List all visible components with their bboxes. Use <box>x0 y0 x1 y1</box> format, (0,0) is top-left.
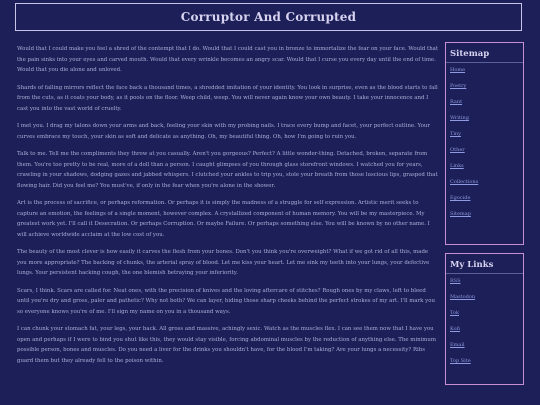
sitemap-item-other <box>450 146 519 162</box>
my-links-item-email <box>450 341 519 357</box>
my-links-link-email[interactable]: Email <box>450 342 465 348</box>
paragraph: Scars, I think. Scars are called for. Neat ones, with the precision of knives and the loving aftercare of stitches? Rough ones by my claws, left to bleed until you're dry and gross, paler and pathetic? Why not both? We can layer, hiding those sharp cheeks behind the perfect strokes of my art. I'll mark you so everyone knows you're of me. I'll sign my name on you in a thousand ways. <box>17 287 435 315</box>
sitemap-link-home[interactable]: Home <box>450 67 466 73</box>
sitemap-link-tiny[interactable]: Tiny <box>450 131 461 137</box>
my-links-title: My Links <box>446 254 523 274</box>
sitemap-item-sitemap <box>450 210 519 226</box>
my-links-box <box>445 253 524 385</box>
my-links-link-rss[interactable]: RSS <box>450 278 461 284</box>
paragraph: I met you. I drag my talons down your arms and back, feeling your skin with my probing nails. I trace every bump and facet, your perfect outline. Your curves embrace my touch, your skin as soft and delicate as anything. Oh, my beautiful thing. Oh, how I'm going to ruin you. <box>17 123 430 140</box>
sitemap-link-rant[interactable]: Rant <box>450 99 463 105</box>
my-links-link-tok[interactable]: Tok <box>450 310 459 316</box>
sitemap-item-home <box>450 66 519 82</box>
main-content <box>17 44 439 405</box>
paragraph: The beauty of the most clever is how easily it carves the flesh from your bones. Don't you think you're overweight? What if we got rid of all this, made you more appropriate? The backing of chunks, the arterial spray of blood. Let me kiss your heart. Let me sink my teeth into your lungs, your defective lungs. Your persistent hacking cough, the one blemish betraying your inferiority. <box>17 249 430 276</box>
sitemap-link-sitemap[interactable]: Sitemap <box>450 211 471 217</box>
paragraph: Talk to me. Tell me the compliments they throw at you casually. Aren't you gorgeous? Perfect? A little wonder-thing. Detached, broken, separate from them. You're too pretty to be real, more of a doll than a person. I caught glimpses of you through glass storefront windows. I watched you for years, crawling in your shadows, dodging gazes and jabbed whispers. I clutched your ankles to trip you, stole your breath from those luscious lips, grasped that flowing hair. Did you feel me? You must've, if only in the fear when you're alone in the shower. <box>17 151 438 189</box>
sitemap-item-poetry <box>450 82 519 98</box>
my-links-item-tok <box>450 309 519 325</box>
sitemap-link-collections[interactable]: Collections <box>450 179 479 185</box>
my-links-item-top-site <box>450 357 519 373</box>
sitemap-item-egocide <box>450 194 519 210</box>
my-links-link-mastodon[interactable]: Mastodon <box>450 294 476 300</box>
my-links-item-kofi <box>450 325 519 341</box>
sitemap-item-writing <box>450 114 519 130</box>
sitemap-item-collections <box>450 178 519 194</box>
my-links-item-rss <box>450 277 519 293</box>
sitemap-item-rant <box>450 98 519 114</box>
sitemap-link-egocide[interactable]: Egocide <box>450 195 471 201</box>
site-header <box>15 3 522 31</box>
sitemap-box <box>445 42 524 245</box>
sitemap-link-writing[interactable]: Writing <box>450 115 469 121</box>
sitemap-link-other[interactable]: Other <box>450 147 465 153</box>
paragraph: I can chunk your stomach fat, your legs, your back. All gross and massive, achingly sexic. Watch as the muscles flex. I can see them now that I have you open and perhaps if I were to bind you shut like this, they would stay visible, forcing abdominal muscles by the reduction of anything else. The minimum possible person, bones and muscles. Do you need a liver for the drinks you shouldn't have, for the blood I'm taking? Are your lungs a necessity? Ribs guard them but they already fell to the poison within. <box>17 326 436 364</box>
sitemap-item-tiny <box>450 130 519 146</box>
sitemap-item-links <box>450 162 519 178</box>
sitemap-title: Sitemap <box>446 43 523 63</box>
sitemap-link-links[interactable]: Links <box>450 163 464 169</box>
paragraph: Would that I could make you feel a shred of the contempt that I do. Would that I could cast you in bronze to immortalize the fear on your face. Would that the pain sinks into your eyes and carved mouth. Would that every wrinkle becomes an angry scar. Would that I curse you every day until the end of time. Would that you die alone and unloved. <box>17 46 439 73</box>
my-links-item-mastodon <box>450 293 519 309</box>
my-links-link-top-site[interactable]: Top Site <box>450 358 471 364</box>
my-links-link-kofi[interactable]: Kofi <box>450 326 460 332</box>
paragraph: Shards of falling mirrors reflect the face back a thousand times, a shredded imitation of your identity. You look in surprise, even as the blood starts to fall from the cuts, as it coats your body, as it pools on the floor. Weep child, weep. You will never again know your own beauty. I take your innocence and I cast you into the vast world of cruelty. <box>17 84 438 112</box>
paragraph: Art is the process of sacrifice, or perhaps reformation. Or perhaps it is simply the madness of a struggle for self expression. Artistic merit seeks to capture an emotion, the feelings of a single moment, however complex. A crystallized component of human memory. You will be my masterpiece. My greatest work yet. I'll call it Desecration. Or perhaps Corruption. Or maybe Failure. Or perhaps something else. You will be known by no other name. I will achieve worldwide acclaim at the low cost of you. <box>17 200 430 238</box>
site-title: Corruptor And Corrupted <box>180 10 357 24</box>
sitemap-link-poetry[interactable]: Poetry <box>450 83 467 89</box>
my-links-list <box>446 274 523 377</box>
sitemap-list <box>446 63 523 230</box>
